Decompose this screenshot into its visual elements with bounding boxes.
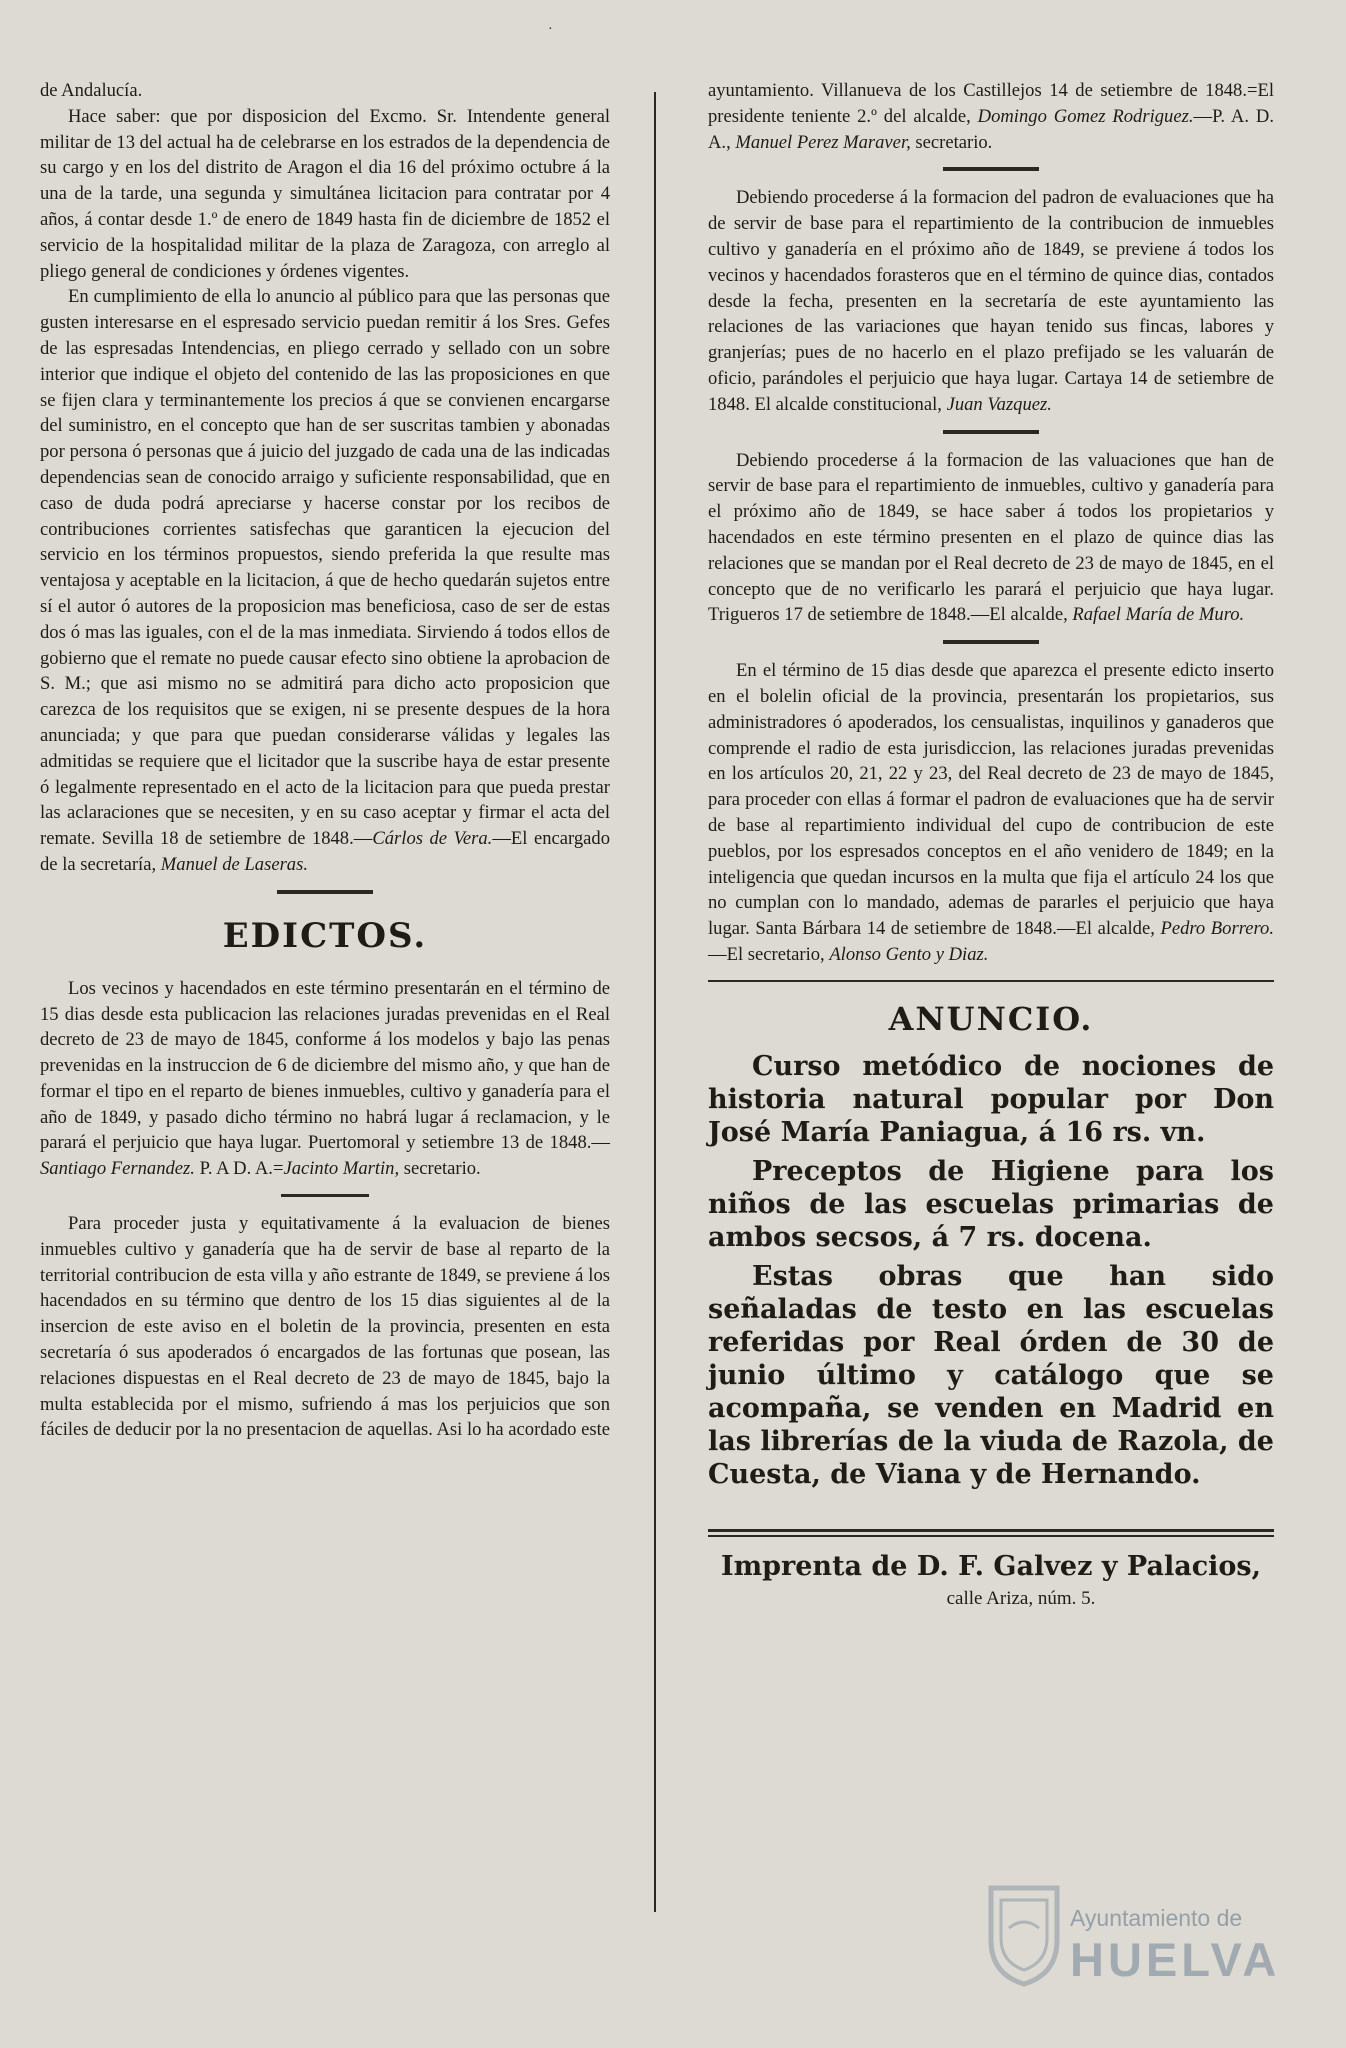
separator-rule bbox=[281, 1194, 369, 1197]
paragraph-edict bbox=[708, 658, 1274, 968]
paragraph-continuation: de Andalucía. bbox=[40, 80, 143, 101]
paragraph-notice: Hace saber: que por disposicion del Excmo. Sr. Intendente general militar de 13 del actual ha de celebrarse en los estrados de la dependencia de su cargo y en los del distrito de Aragon el dia 16 del próximo octubre á la una de la tarde, una segunda y simultánea licitacion para contratar por 4 años, á contar desde 1.º de enero de 1849 hasta fin de diciembre de 1852 el servicio de la hospitalidad militar de la plaza de Zaragoza, con arreglo al pliego general de condiciones y órdenes vigentes. bbox=[40, 105, 610, 282]
signature: Rafael María de Muro. bbox=[1072, 604, 1245, 626]
advert-item: Estas obras que han sido señaladas de testo en las escuelas referidas por Real órden de 30 de junio último y catálogo que se acompaña, se venden en Madrid en las librerías de la viuda de Razola, de Cuesta, de Viana y de Hernando. bbox=[708, 1260, 1274, 1490]
printer-imprint: Imprenta de D. F. Galvez y Palacios, bbox=[720, 1550, 1262, 1582]
text: En cumplimiento de ella lo anuncio al público para que las personas que gusten interesarse en el espresado servicio puedan remitir á los Sres. Gefes de las espresadas Intendencias, en pliego cerrado y sellado con un sobre interior que indique el objeto del contenido de las las proposiciones en que se fijen clara y terminantemente los precios á que se convienen encargarse del suministro, en el concepto que han de ser suscritas tambien y abonadas por persona ó personas que á juicio del juzgado de cada una de las indicadas dependencias sean de conocido arraigo y suficiente responsabilidad, que en caso de duda podrá apreciarse y hacerse constar por los recibos de contribuciones corrientes satisfechas que garanticen la ejecucion del servicio en los términos propuestos, siendo preferida la que resulte mas ventajosa y aceptable en la licitacion, á que de hecho quedarán sujetos entre sí el autor ó autores de la proposicion mas beneficiosa, caso de ser de estas dos ó mas las iguales, con el de la mas inmediata. Sirviendo á todos ellos de gobierno que el remate no puede causar efecto sino obtiene la aprobacion de S. M.; que asi mismo no se admitirá para dicho acto proposicion que carezca de los requisitos que se exigen, ni se presente despues de la hora anunciada; y que para que puedan considerarse válidas y legales las admitidas se requiere que el licitador que la suscribe haya de estar presente ó legalmente representado en el acto de la licitacion para que pueda prestar las aclaraciones que se necesiten, y en su caso aceptar y firmar el acta del remate. Sevilla 18 de setiembre de 1848.— bbox=[40, 286, 610, 850]
text: Debiendo procederse á la formacion de las valuaciones que han de servir de base para el repartimiento de inmuebles, cultivo y ganadería para el próximo año de 1849, se hace saber á todos los propietarios y hacendados en este término presenten en el plazo de quince dias las relaciones que se mandan por el Real decreto de 23 de mayo de 1845, en el concepto que de no verificarlo les parará el perjuicio que haya lugar. Trigueros 17 de setiembre de 1848.—El alcalde, bbox=[708, 449, 1274, 626]
paragraph-edict: Para proceder justa y equitativamente á la evaluacion de bienes inmuebles cultivo y ganadería que ha de servir de base al reparto de la territorial contribucion de esta villa y año estrante de 1849, se previene á los hacendados en su término que dentro de los 15 dias siguientes al de la insercion de este aviso en el boletin de la provincia, presenten en esta secretaría ó sus apoderados ó encargados de las fortunas que posean, las relaciones dispuestas en el Real decreto de 23 de mayo de 1845, bajo la multa establecida por el mismo, sufriendo á mas los perjuicios que son fáciles de deducir por la no presentacion de aquellas. Asi lo ha acordado este bbox=[40, 1213, 610, 1441]
paragraph-edict bbox=[40, 976, 610, 1182]
text: Debiendo procederse á la formacion del padron de evaluaciones que ha de servir de base para el repartimiento de la contribucion de inmuebles cultivo y ganadería en el próximo año de 1849, se previene á todos los vecinos y hacendados forasteros que en el término de quince dias, contados desde la fecha, presenten en la secretaría de este ayuntamiento las relaciones de las variaciones que hayan tenido sus fincas, labores y granjerías; pues de no hacerlo en el plazo prefijado se les valuarán de oficio, parándoles el perjuicio que haya lugar. Cartaya 14 de setiembre de 1848. El alcalde constitucional, bbox=[708, 187, 1274, 415]
paragraph-continuation bbox=[708, 78, 1274, 155]
signature: Manuel de Laseras. bbox=[160, 853, 308, 875]
paragraph-edict bbox=[708, 448, 1274, 629]
left-column bbox=[40, 78, 610, 1443]
separator-rule bbox=[943, 430, 1039, 434]
signature: Alonso Gento y Diaz. bbox=[829, 943, 989, 965]
separator-rule bbox=[943, 167, 1039, 171]
separator-rule bbox=[943, 640, 1039, 644]
signature: Manuel Perez Maraver, bbox=[735, 131, 911, 153]
printer-address: calle Ariza, núm. 5. bbox=[946, 1587, 1096, 1609]
crest-icon bbox=[985, 1878, 1063, 1988]
text: En el término de 15 dias desde que aparezca el presente edicto inserto en el bolelin oficial de la provincia, presentarán los propietarios, sus administradores ó apoderados, los censualistas, inquilinos y ganaderos que comprende el radio de esta jurisdiccion, las relaciones juradas prevenidas en los artículos 20, 21, 22 y 23, del Real decreto de 23 de mayo de 1845, para proceder con ellas á formar el padron de evaluaciones que ha de servir de base al repartimiento individual del cupo de contribucion de este pueblos, por los espresados conceptos en el año venidero de 1849; en la inteligencia que quedan incursos en la multa que fija el artículo 24 los que no cumplan con lo mandado, ademas de pararles el perjuicio que haya lugar. Santa Bárbara 14 de setiembre de 1848.—El alcalde, bbox=[708, 660, 1274, 940]
text: Los vecinos y hacendados en este término presentarán en el término de 15 dias desde esta publicacion las relaciones juradas prevenidas en el Real decreto de 23 de mayo de 1845, conforme á los modelos y bajo las penas prevenidas en la instruccion de 6 de diciembre del mismo año, y que han de formar el tipo en el reparto de bienes inmuebles, cultivo y ganadería para el año de 1849, y pasado dicho término no habrá lugar á reclamacion, y le parará el perjuicio que haya lugar. Puertomoral y setiembre 13 de 1848.— bbox=[40, 977, 610, 1154]
right-column bbox=[708, 78, 1274, 1610]
section-heading-edictos: EDICTOS. bbox=[222, 915, 428, 956]
paragraph-announcement bbox=[40, 284, 610, 877]
signature: Jacinto Martin, bbox=[283, 1158, 400, 1180]
signature: Pedro Borrero. bbox=[1160, 918, 1274, 940]
text: —P. A. D. A., bbox=[708, 105, 1274, 153]
signature: Santiago Fernandez. bbox=[40, 1158, 195, 1180]
advert-item: Curso metódico de nociones de historia natural popular por Don José María Paniagua, á 16 rs. vn. bbox=[708, 1050, 1274, 1148]
text: P. A D. A.= bbox=[194, 1158, 284, 1180]
column-divider bbox=[654, 92, 656, 1912]
watermark-line1: Ayuntamiento de bbox=[1070, 1905, 1243, 1931]
text: secretario. bbox=[399, 1158, 481, 1180]
text: —El secretario, bbox=[708, 943, 830, 965]
text: —El encargado de la secretaría, bbox=[40, 828, 610, 875]
text: secretario. bbox=[910, 131, 993, 153]
signature: Domingo Gomez Rodriguez. bbox=[977, 105, 1194, 127]
signature: Cárlos de Vera. bbox=[372, 828, 493, 850]
separator-rule bbox=[277, 890, 373, 894]
paragraph-edict bbox=[708, 185, 1274, 417]
separator-rule-full bbox=[708, 980, 1274, 982]
separator-double-rule bbox=[708, 1529, 1274, 1537]
signature: Juan Vazquez. bbox=[946, 393, 1052, 415]
watermark-line2: HUELVA bbox=[1070, 1933, 1281, 1986]
advert-item: Preceptos de Higiene para los niños de las escuelas primarias de ambos secsos, á 7 rs. docena. bbox=[708, 1155, 1274, 1253]
section-heading-anuncio: ANUNCIO. bbox=[888, 999, 1094, 1038]
text: ayuntamiento. Villanueva de los Castillejos 14 de setiembre de 1848.=El presidente teniente 2.º del alcalde, bbox=[708, 80, 1274, 127]
page-ornament-dot: · bbox=[548, 22, 553, 37]
